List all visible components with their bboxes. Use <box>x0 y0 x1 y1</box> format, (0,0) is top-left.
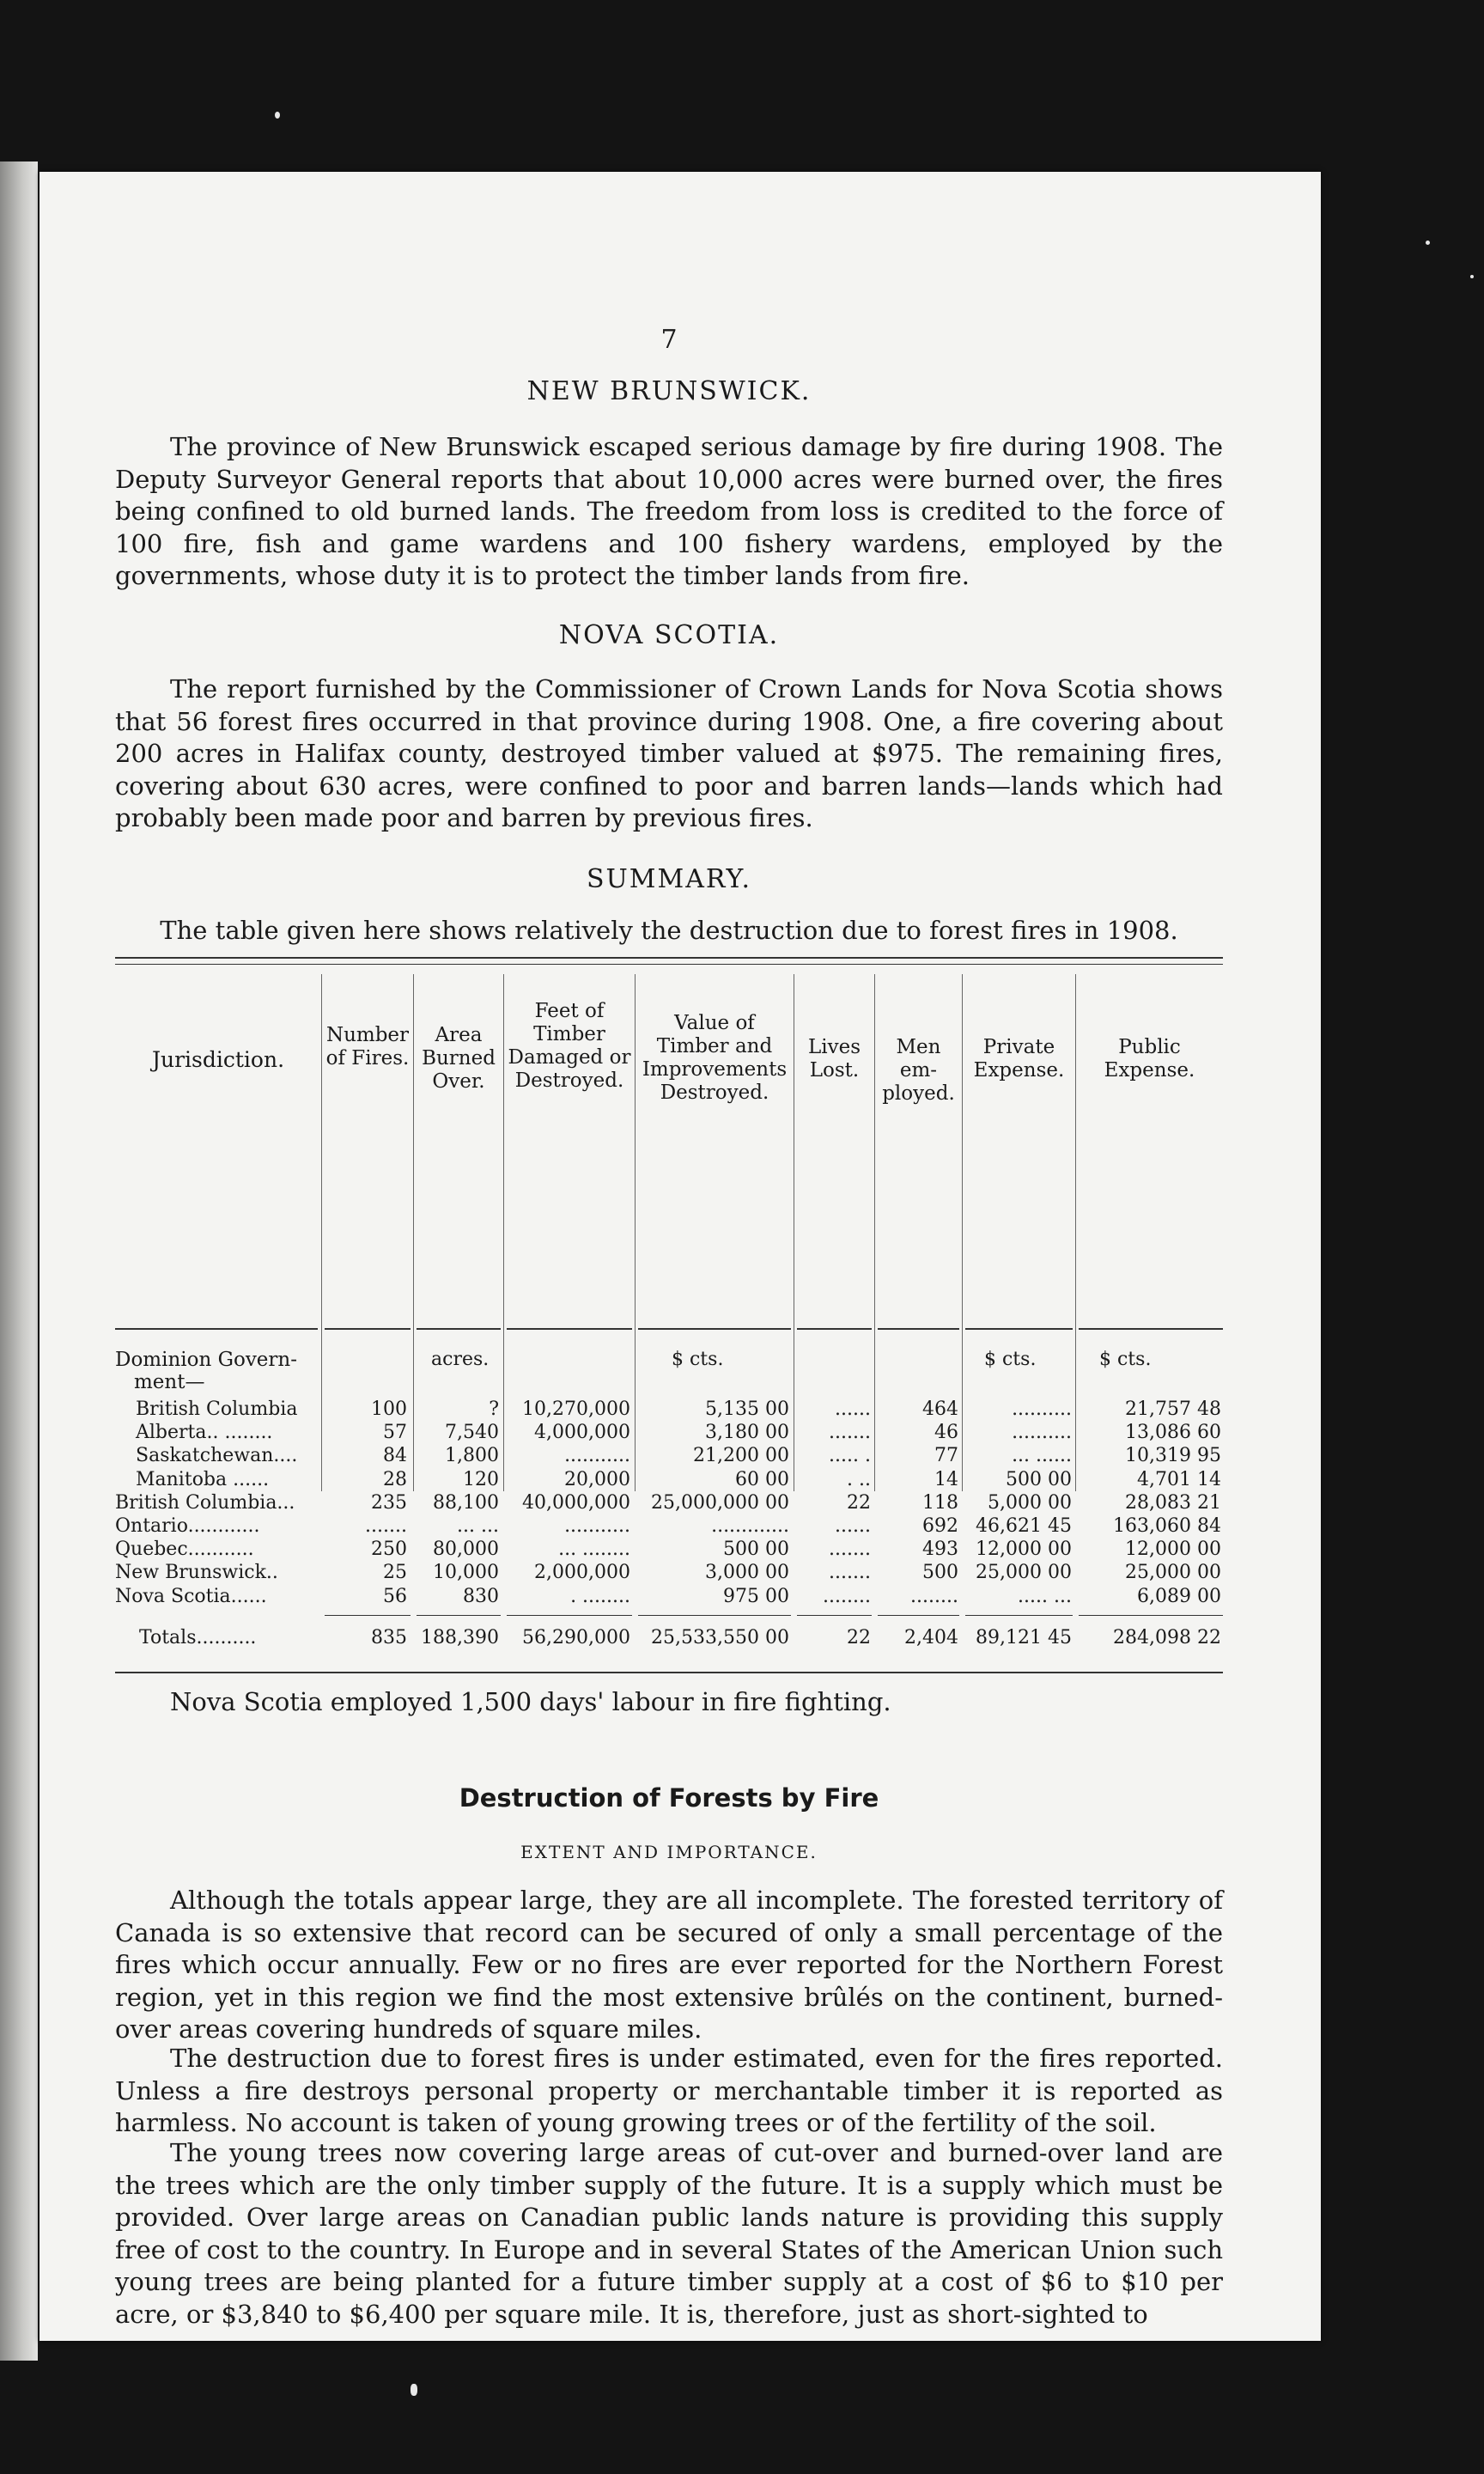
header-underline <box>797 1328 872 1330</box>
totals-fires: 835 <box>371 1627 407 1648</box>
header-jurisdiction: Jurisdiction. <box>151 1047 285 1072</box>
header-underline <box>1079 1328 1223 1330</box>
cell-area: 88,100 <box>433 1491 499 1514</box>
totals-rule <box>1079 1615 1223 1616</box>
cell-men: 77 <box>934 1445 958 1467</box>
totals-value: 25,533,550 00 <box>651 1627 789 1648</box>
dominion-label-cont: ment— <box>134 1371 205 1393</box>
cell-fires: 84 <box>383 1445 407 1467</box>
totals-rule <box>965 1615 1073 1616</box>
totals-name: Totals.......... <box>139 1627 257 1648</box>
cell-men: ........ <box>910 1585 958 1607</box>
cell-fires: 25 <box>383 1562 407 1584</box>
dominion-label: Dominion Govern- <box>115 1349 297 1371</box>
header-area-burned: Area Burned Over. <box>422 1024 496 1093</box>
new-brunswick-paragraph: The province of New Brunswick escaped serious damage by fire during 1908. The Deputy Surveyor General reports that about 10,000 acres were burned over, the fires being confined to old burned lands. The freedom from loss is credited to the force of 100 fire, fish and game wardens and 100 fishery wardens, employed by the governments, whose duty it is to protect the timber lands from fire. <box>115 432 1223 590</box>
header-underline <box>638 1328 791 1330</box>
totals-rule <box>797 1615 872 1616</box>
cell-name: British Columbia... <box>115 1491 295 1514</box>
cell-public: 28,083 21 <box>1125 1491 1221 1514</box>
cell-public: 10,319 95 <box>1125 1445 1221 1467</box>
cell-name: Quebec........... <box>115 1539 254 1561</box>
totals-feet: 56,290,000 <box>522 1627 630 1648</box>
cell-public: 6,089 00 <box>1137 1585 1221 1607</box>
header-underline <box>507 1328 632 1330</box>
header-lives-lost: Lives Lost. <box>807 1036 861 1082</box>
cell-fires: 57 <box>383 1422 407 1444</box>
cell-feet: . ........ <box>570 1585 630 1607</box>
unit-value: $ cts. <box>672 1349 724 1370</box>
totals-lives: 22 <box>847 1627 871 1648</box>
header-public-expense: Public Expense. <box>1104 1036 1195 1082</box>
cell-feet: ........... <box>564 1515 630 1537</box>
cell-fires: 100 <box>371 1398 407 1420</box>
unit-public: $ cts. <box>1099 1349 1152 1370</box>
cell-value: 60 00 <box>735 1468 789 1490</box>
header-underline <box>115 1328 318 1330</box>
cell-feet: ... ........ <box>558 1539 630 1561</box>
cell-private: ... ...... <box>1012 1445 1072 1467</box>
unit-area: acres. <box>431 1349 490 1370</box>
cell-area: ... ... <box>457 1515 499 1537</box>
cell-public: 4,701 14 <box>1137 1468 1221 1490</box>
cell-fires: ....... <box>365 1515 407 1537</box>
cell-men: 464 <box>922 1398 958 1420</box>
cell-value: 500 00 <box>723 1539 789 1561</box>
cell-men: 118 <box>922 1491 958 1514</box>
cell-public: 13,086 60 <box>1125 1422 1221 1444</box>
dust-speck <box>275 112 280 119</box>
cell-lives: ....... <box>829 1539 871 1561</box>
adjacent-page-edge <box>0 161 38 2361</box>
cell-name: Ontario............ <box>115 1515 260 1537</box>
header-underline <box>325 1328 411 1330</box>
nova-scotia-paragraph: The report furnished by the Commissioner of Crown Lands for Nova Scotia shows that 56 forest fires occurred in that province during 1908. One, a fire covering about 200 acres in Halifax county, destroyed timber valued at $975. The remaining fires, covering about 630 acres, were confined to poor and barren lands—lands which had probably been made poor and barren by previous fires. <box>115 674 1223 832</box>
totals-rule <box>638 1615 791 1616</box>
cell-value: 3,000 00 <box>705 1562 789 1584</box>
totals-area: 188,390 <box>421 1627 499 1648</box>
cell-value: ............. <box>711 1515 789 1537</box>
cell-feet: 10,270,000 <box>522 1398 630 1420</box>
totals-public: 284,098 22 <box>1113 1627 1221 1648</box>
totals-men: 2,404 <box>904 1627 958 1648</box>
header-men-employed: Men em-ployed. <box>882 1036 955 1105</box>
cell-men: 493 <box>922 1539 958 1561</box>
cell-feet: 40,000,000 <box>522 1491 630 1514</box>
cell-fires: 28 <box>383 1468 407 1490</box>
destruction-paragraph-3: The young trees now covering large areas of cut-over and burned-over land are the trees which are the only timber supply of the future. It is a supply which must be provided. Over large areas on Canadian public lands nature is providing this supply free of cost to the country. In Europe and in several States of the American Union such young trees are being planted for a future timber supply at a cost of $6 to $10 per acre, or $3,840 to $6,400 per square mile. It is, therefore, just as short-sighted to <box>115 2138 1223 2329</box>
cell-private: ..... ... <box>1018 1585 1072 1607</box>
cell-private: 12,000 00 <box>976 1539 1072 1561</box>
page-number: 7 <box>660 325 678 355</box>
dust-speck <box>1470 275 1474 278</box>
totals-private: 89,121 45 <box>976 1627 1072 1648</box>
cell-fires: 56 <box>383 1585 407 1607</box>
totals-rule <box>325 1615 411 1616</box>
cell-private: 25,000 00 <box>976 1562 1072 1584</box>
cell-area: 1,800 <box>445 1445 499 1467</box>
header-underline <box>965 1328 1073 1330</box>
cell-value: 21,200 00 <box>693 1445 789 1467</box>
cell-fires: 235 <box>371 1491 407 1514</box>
cell-public: 21,757 48 <box>1125 1398 1221 1420</box>
dust-speck <box>1426 241 1430 245</box>
cell-area: 10,000 <box>433 1562 499 1584</box>
cell-area: 120 <box>463 1468 499 1490</box>
cell-name: Saskatchewan.... <box>136 1445 298 1467</box>
cell-lives: ...... <box>835 1515 871 1537</box>
cell-lives: ........ <box>823 1585 871 1607</box>
section-heading-nova-scotia: NOVA SCOTIA. <box>558 620 780 650</box>
cell-lives: . .. <box>847 1468 871 1490</box>
cell-name: Manitoba ...... <box>136 1468 270 1490</box>
header-value-destroyed: Value of Timber and Improvements Destroyed. <box>642 1012 788 1104</box>
document-page <box>40 172 1321 2341</box>
cell-men: 692 <box>922 1515 958 1537</box>
destruction-subtitle: EXTENT AND IMPORTANCE. <box>520 1842 818 1862</box>
cell-public: 163,060 84 <box>1113 1515 1221 1537</box>
summary-table <box>115 954 1223 1675</box>
cell-private: .......... <box>1012 1422 1072 1444</box>
section-heading-summary: SUMMARY. <box>586 864 752 894</box>
cell-value: 25,000,000 00 <box>651 1491 789 1514</box>
header-number-of-fires: Number of Fires. <box>325 1024 410 1069</box>
cell-men: 46 <box>934 1422 958 1444</box>
cell-lives: ...... <box>835 1398 871 1420</box>
cell-lives: ....... <box>829 1422 871 1444</box>
table-caption: The table given here shows relatively the destruction due to forest fires in 1908. <box>160 916 1178 945</box>
cell-lives: 22 <box>847 1491 871 1514</box>
unit-private: $ cts. <box>984 1349 1037 1370</box>
dust-speck <box>411 2384 417 2396</box>
cell-name: New Brunswick.. <box>115 1562 278 1584</box>
section-heading-new-brunswick: NEW BRUNSWICK. <box>526 376 812 406</box>
cell-private: .......... <box>1012 1398 1072 1420</box>
cell-private: 46,621 45 <box>976 1515 1072 1537</box>
cell-men: 14 <box>934 1468 958 1490</box>
cell-area: ? <box>489 1398 499 1420</box>
cell-value: 975 00 <box>723 1585 789 1607</box>
header-feet-of-timber: Feet of Timber Damaged or Destroyed. <box>508 1000 631 1092</box>
destruction-title: Destruction of Forests by Fire <box>459 1783 879 1813</box>
cell-value: 5,135 00 <box>705 1398 789 1420</box>
cell-public: 25,000 00 <box>1125 1562 1221 1584</box>
cell-name: Alberta.. ........ <box>136 1422 273 1444</box>
cell-name: British Columbia <box>136 1398 298 1420</box>
header-underline <box>417 1328 501 1330</box>
cell-private: 5,000 00 <box>988 1491 1072 1514</box>
destruction-paragraph-1: Although the totals appear large, they are all incomplete. The forested territory of Canada is so extensive that record can be secured of only a small percentage of the fires which occur annually. Few or no fires are ever reported for the Northern Forest region, yet in this region we find the most extensive brûlés on the continent, burned-over areas covering hundreds of square miles. <box>115 1886 1223 2044</box>
totals-rule <box>507 1615 632 1616</box>
table-top-rule-thin <box>115 964 1223 965</box>
totals-rule <box>878 1615 959 1616</box>
cell-area: 7,540 <box>445 1422 499 1444</box>
cell-fires: 250 <box>371 1539 407 1561</box>
cell-value: 3,180 00 <box>705 1422 789 1444</box>
cell-men: 500 <box>922 1562 958 1584</box>
cell-area: 830 <box>463 1585 499 1607</box>
table-top-rule <box>115 957 1223 959</box>
cell-private: 500 00 <box>1006 1468 1072 1490</box>
cell-public: 12,000 00 <box>1125 1539 1221 1561</box>
header-underline <box>878 1328 959 1330</box>
cell-feet: 2,000,000 <box>534 1562 630 1584</box>
header-private-expense: Private Expense. <box>973 1036 1065 1082</box>
cell-feet: 20,000 <box>564 1468 630 1490</box>
cell-feet: ........... <box>564 1445 630 1467</box>
cell-feet: 4,000,000 <box>534 1422 630 1444</box>
nova-scotia-labour-note: Nova Scotia employed 1,500 days' labour in fire fighting. <box>170 1687 891 1716</box>
cell-area: 80,000 <box>433 1539 499 1561</box>
totals-rule <box>417 1615 501 1616</box>
cell-lives: ..... . <box>829 1445 871 1467</box>
cell-name: Nova Scotia...... <box>115 1585 267 1607</box>
cell-lives: ....... <box>829 1562 871 1584</box>
table-bottom-rule <box>115 1672 1223 1673</box>
destruction-paragraph-2: The destruction due to forest fires is under estimated, even for the fires reported. Unless a fire destroys personal property or merchantable timber it is reported as harmless. No account is taken of young growing trees or of the fertility of the soil. <box>115 2044 1223 2137</box>
